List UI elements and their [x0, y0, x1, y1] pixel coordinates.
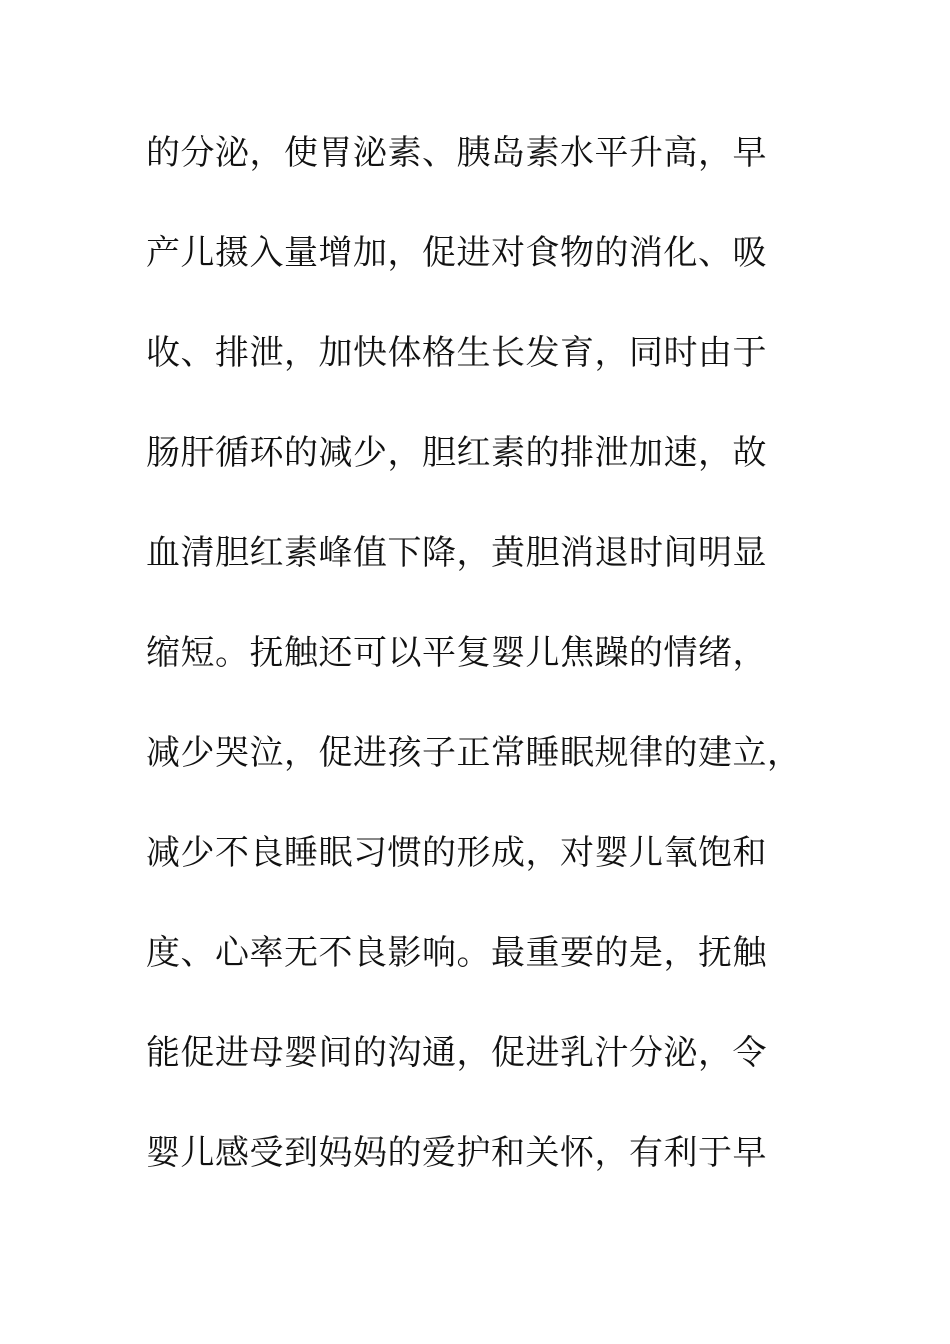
text-line: 的分泌，使胃泌素、胰岛素水平升高，早 [146, 133, 767, 173]
body-text [146, 128, 836, 1228]
text-line: 肠肝循环的减少，胆红素的排泄加速，故 [146, 433, 767, 473]
text-line: 血清胆红素峰值下降，黄胆消退时间明显 [146, 533, 767, 573]
text-line: 缩短。抚触还可以平复婴儿焦躁的情绪， [146, 633, 767, 673]
text-line: 减少不良睡眠习惯的形成，对婴儿氧饱和 [146, 833, 767, 873]
text-line: 减少哭泣，促进孩子正常睡眠规律的建立， [146, 733, 802, 773]
text-line: 产儿摄入量增加，促进对食物的消化、吸 [146, 233, 767, 273]
text-line: 收、排泄，加快体格生长发育，同时由于 [146, 333, 767, 373]
text-line: 度、心率无不良影响。最重要的是，抚触 [146, 933, 767, 973]
text-line: 婴儿感受到妈妈的爱护和关怀，有利于早 [146, 1133, 767, 1173]
text-line: 能促进母婴间的沟通，促进乳汁分泌，令 [146, 1033, 767, 1073]
